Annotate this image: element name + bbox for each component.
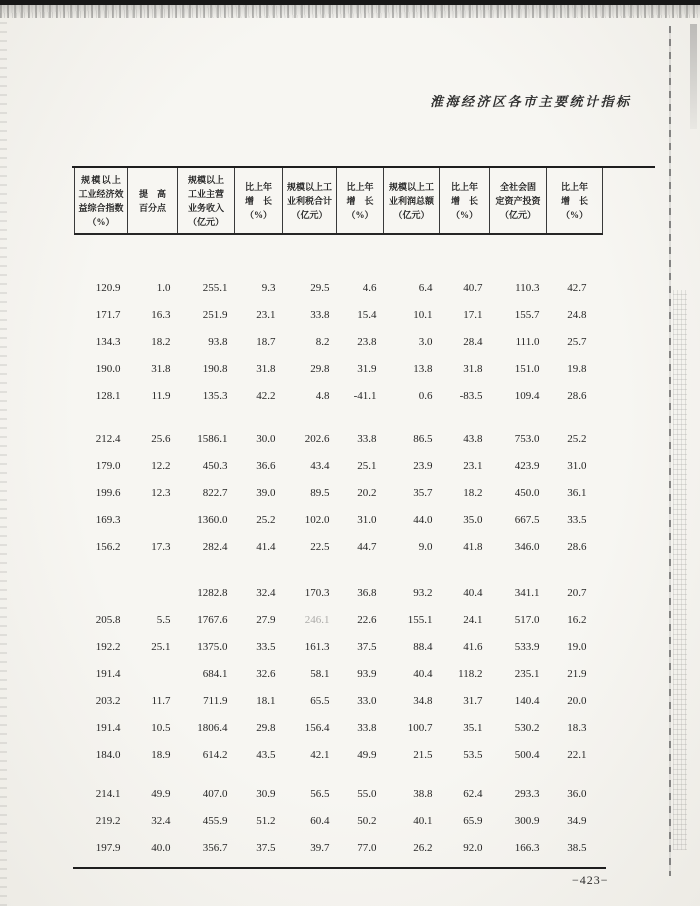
value-cell: 93.9 — [357, 667, 377, 680]
scan-noise-band-top — [0, 5, 700, 18]
value-cell: 31.8 — [463, 362, 483, 375]
value-cell: 35.1 — [463, 721, 483, 734]
value-cell: 450.3 — [202, 459, 228, 472]
value-cell: 27.9 — [256, 613, 276, 626]
value-cell: 190.8 — [202, 362, 228, 375]
value-cell: 161.3 — [304, 640, 330, 653]
value-cell: 407.0 — [202, 787, 228, 800]
value-cell: 39.7 — [310, 841, 330, 854]
value-cell: 300.9 — [514, 814, 540, 827]
value-cell: 17.3 — [151, 540, 171, 553]
value-cell: 55.0 — [357, 787, 377, 800]
value-cell: 246.1 — [304, 613, 330, 626]
value-cell: 191.4 — [95, 667, 121, 680]
empty-cell — [128, 506, 178, 533]
table-row — [75, 807, 603, 834]
value-cell: 25.1 — [151, 640, 171, 653]
value-cell: 32.4 — [151, 814, 171, 827]
value-cell: 16.2 — [567, 613, 587, 626]
value-cell: 37.5 — [256, 841, 276, 854]
value-cell: 9.0 — [418, 540, 433, 553]
value-cell: 16.3 — [151, 308, 171, 321]
value-cell: 36.8 — [357, 586, 377, 599]
scan-noise-right — [673, 290, 687, 850]
value-cell: 17.1 — [463, 308, 483, 321]
value-cell: 65.5 — [310, 694, 330, 707]
value-cell: 1806.4 — [197, 721, 228, 734]
value-cell: 15.4 — [357, 308, 377, 321]
value-cell: 21.5 — [413, 748, 433, 761]
value-cell: 23.8 — [357, 335, 377, 348]
value-cell: 42.7 — [567, 281, 587, 294]
value-cell: 156.4 — [304, 721, 330, 734]
value-cell: 41.4 — [256, 540, 276, 553]
value-cell: 60.4 — [310, 814, 330, 827]
value-cell: 44.0 — [413, 513, 433, 526]
value-cell: 62.4 — [463, 787, 483, 800]
scan-smudge-top-right — [690, 24, 697, 129]
value-cell: 110.3 — [515, 281, 540, 294]
value-cell: 19.0 — [567, 640, 587, 653]
value-cell: 1586.1 — [197, 432, 228, 445]
value-cell: 20.2 — [357, 486, 377, 499]
value-cell: 1375.0 — [197, 640, 228, 653]
value-cell: 18.2 — [151, 335, 171, 348]
value-cell: 455.9 — [202, 814, 228, 827]
value-cell: 28.6 — [567, 389, 587, 402]
value-cell: 111.0 — [515, 335, 540, 348]
value-cell: 86.5 — [413, 432, 433, 445]
value-cell: 65.9 — [463, 814, 483, 827]
table-row — [75, 741, 603, 768]
value-cell: 166.3 — [514, 841, 540, 854]
value-cell: 38.8 — [413, 787, 433, 800]
spacer-cell — [75, 560, 603, 579]
value-cell: 8.2 — [315, 335, 330, 348]
value-cell: 42.1 — [310, 748, 330, 761]
value-cell: 31.8 — [151, 362, 171, 375]
table-row — [75, 479, 603, 506]
value-cell: 128.1 — [95, 389, 121, 402]
value-cell: 40.0 — [151, 841, 171, 854]
value-cell: 20.7 — [567, 586, 587, 599]
table-row — [75, 355, 603, 382]
value-cell: 1.0 — [156, 281, 171, 294]
value-cell: 822.7 — [202, 486, 228, 499]
value-cell: 43.8 — [463, 432, 483, 445]
value-cell: 25.7 — [567, 335, 587, 348]
value-cell: 282.4 — [202, 540, 228, 553]
value-cell: 25.6 — [151, 432, 171, 445]
value-cell: 40.1 — [413, 814, 433, 827]
value-cell: 190.0 — [95, 362, 121, 375]
value-cell: 29.8 — [310, 362, 330, 375]
value-cell: 31.0 — [357, 513, 377, 526]
value-cell: 753.0 — [514, 432, 540, 445]
value-cell: 19.8 — [567, 362, 587, 375]
value-cell: 202.6 — [304, 432, 330, 445]
value-cell: 43.4 — [310, 459, 330, 472]
value-cell: 1360.0 — [197, 513, 228, 526]
value-cell: 100.7 — [407, 721, 433, 734]
value-cell: 10.5 — [151, 721, 171, 734]
table-row — [75, 714, 603, 741]
value-cell: 18.9 — [151, 748, 171, 761]
value-cell: 4.6 — [362, 281, 377, 294]
running-header-title: 淮海经济区各市主要统计指标 — [430, 94, 632, 109]
table-row — [75, 506, 603, 533]
value-cell: 135.3 — [202, 389, 228, 402]
page-fold-line — [669, 26, 671, 876]
value-cell: 205.8 — [95, 613, 121, 626]
table-row — [75, 533, 603, 560]
value-cell: 530.2 — [514, 721, 540, 734]
table-row — [75, 274, 603, 301]
spacer-cell — [75, 409, 603, 425]
value-cell: 33.8 — [357, 721, 377, 734]
value-cell: -83.5 — [459, 389, 483, 402]
empty-cell — [128, 660, 178, 687]
value-cell: 33.0 — [357, 694, 377, 707]
value-cell: 50.2 — [357, 814, 377, 827]
value-cell: 293.3 — [514, 787, 540, 800]
value-cell: 10.1 — [413, 308, 433, 321]
value-cell: 23.1 — [256, 308, 276, 321]
value-cell: 28.6 — [567, 540, 587, 553]
column-header-10: 比上年 增 长 （%） — [547, 168, 603, 234]
group-spacer — [75, 409, 603, 425]
value-cell: 197.9 — [95, 841, 121, 854]
value-cell: 53.5 — [463, 748, 483, 761]
value-cell: 23.9 — [413, 459, 433, 472]
value-cell: 3.0 — [418, 335, 433, 348]
value-cell: 500.4 — [514, 748, 540, 761]
group-spacer — [75, 560, 603, 579]
value-cell: 89.5 — [310, 486, 330, 499]
value-cell: 36.6 — [256, 459, 276, 472]
value-cell: 192.2 — [95, 640, 121, 653]
value-cell: 88.4 — [413, 640, 433, 653]
value-cell: 37.5 — [357, 640, 377, 653]
value-cell: 41.6 — [463, 640, 483, 653]
value-cell: 120.9 — [95, 281, 121, 294]
table-bottom-rule — [73, 867, 606, 869]
value-cell: 614.2 — [202, 748, 228, 761]
value-cell: 140.4 — [514, 694, 540, 707]
value-cell: 25.2 — [567, 432, 587, 445]
value-cell: 109.4 — [514, 389, 540, 402]
value-cell: 13.8 — [413, 362, 433, 375]
value-cell: 533.9 — [514, 640, 540, 653]
value-cell: 34.9 — [567, 814, 587, 827]
value-cell: 517.0 — [514, 613, 540, 626]
table-row — [75, 579, 603, 606]
value-cell: 667.5 — [514, 513, 540, 526]
value-cell: 77.0 — [357, 841, 377, 854]
table-row — [75, 834, 603, 861]
indicator-table — [74, 168, 603, 861]
empty-cell — [75, 579, 128, 606]
value-cell: 36.0 — [567, 787, 587, 800]
column-header-8: 比上年 增 长 （%） — [440, 168, 490, 234]
value-cell: 39.0 — [256, 486, 276, 499]
value-cell: 9.3 — [261, 281, 276, 294]
table-row — [75, 687, 603, 714]
value-cell: 155.7 — [514, 308, 540, 321]
value-cell: 1282.8 — [197, 586, 228, 599]
value-cell: 49.9 — [357, 748, 377, 761]
value-cell: 33.5 — [256, 640, 276, 653]
value-cell: 32.6 — [256, 667, 276, 680]
value-cell: 6.4 — [418, 281, 433, 294]
value-cell: 32.4 — [256, 586, 276, 599]
value-cell: 450.0 — [514, 486, 540, 499]
table-row — [75, 633, 603, 660]
value-cell: 212.4 — [95, 432, 121, 445]
value-cell: 22.1 — [567, 748, 587, 761]
value-cell: 20.0 — [567, 694, 587, 707]
value-cell: 134.3 — [95, 335, 121, 348]
value-cell: 711.9 — [203, 694, 228, 707]
value-cell: 40.7 — [463, 281, 483, 294]
value-cell: 191.4 — [95, 721, 121, 734]
column-header-3: 规模以上 工业主营 业务收入 （亿元） — [178, 168, 235, 234]
value-cell: 31.9 — [357, 362, 377, 375]
value-cell: 199.6 — [95, 486, 121, 499]
value-cell: 40.4 — [463, 586, 483, 599]
value-cell: 184.0 — [95, 748, 121, 761]
column-header-9: 全社会固 定资产投资 （亿元） — [490, 168, 547, 234]
value-cell: 36.1 — [567, 486, 587, 499]
value-cell: 102.0 — [304, 513, 330, 526]
value-cell: 43.5 — [256, 748, 276, 761]
value-cell: 155.1 — [407, 613, 433, 626]
value-cell: 25.2 — [256, 513, 276, 526]
value-cell: 151.0 — [514, 362, 540, 375]
value-cell: 93.8 — [208, 335, 228, 348]
value-cell: 12.3 — [151, 486, 171, 499]
value-cell: 18.1 — [256, 694, 276, 707]
value-cell: 30.9 — [256, 787, 276, 800]
value-cell: 255.1 — [202, 281, 228, 294]
table-row — [75, 382, 603, 409]
table-row — [75, 425, 603, 452]
column-header-5: 规模以上工 业利税合计 （亿元） — [283, 168, 337, 234]
table-row — [75, 780, 603, 807]
scan-noise-left — [0, 18, 7, 906]
value-cell: 49.9 — [151, 787, 171, 800]
value-cell: 219.2 — [95, 814, 121, 827]
value-cell: 156.2 — [95, 540, 121, 553]
value-cell: 35.7 — [413, 486, 433, 499]
column-header-6: 比上年 增 长 （%） — [337, 168, 384, 234]
value-cell: 25.1 — [357, 459, 377, 472]
value-cell: 34.8 — [413, 694, 433, 707]
empty-cell — [128, 579, 178, 606]
value-cell: 169.3 — [95, 513, 121, 526]
statistics-table — [74, 168, 603, 861]
value-cell: 203.2 — [95, 694, 121, 707]
value-cell: 171.7 — [95, 308, 121, 321]
value-cell: 28.4 — [463, 335, 483, 348]
value-cell: 21.9 — [567, 667, 587, 680]
table-row — [75, 606, 603, 633]
value-cell: 42.2 — [256, 389, 276, 402]
value-cell: 18.2 — [463, 486, 483, 499]
value-cell: 356.7 — [202, 841, 228, 854]
group-spacer — [75, 234, 603, 274]
table-row — [75, 301, 603, 328]
value-cell: 0.6 — [418, 389, 433, 402]
spacer-cell — [75, 234, 603, 274]
value-cell: 33.5 — [567, 513, 587, 526]
value-cell: 214.1 — [95, 787, 121, 800]
table-body — [75, 234, 603, 861]
table-header-row — [75, 168, 603, 234]
value-cell: 11.9 — [151, 389, 171, 402]
column-header-4: 比上年 增 长 （%） — [235, 168, 283, 234]
value-cell: 24.8 — [567, 308, 587, 321]
value-cell: 18.7 — [256, 335, 276, 348]
table-row — [75, 660, 603, 687]
value-cell: 31.8 — [256, 362, 276, 375]
value-cell: 24.1 — [463, 613, 483, 626]
value-cell: 33.8 — [357, 432, 377, 445]
value-cell: 251.9 — [202, 308, 228, 321]
value-cell: 22.5 — [310, 540, 330, 553]
value-cell: 684.1 — [202, 667, 228, 680]
value-cell: 31.7 — [463, 694, 483, 707]
value-cell: 33.8 — [310, 308, 330, 321]
value-cell: 29.8 — [256, 721, 276, 734]
spacer-cell — [75, 768, 603, 780]
value-cell: 4.8 — [315, 389, 330, 402]
value-cell: 40.4 — [413, 667, 433, 680]
table-row — [75, 452, 603, 479]
value-cell: 29.5 — [310, 281, 330, 294]
table-row — [75, 328, 603, 355]
page-number: −423− — [572, 873, 609, 887]
column-header-1: 规 模 以 上 工业经济效 益综合指数 （%） — [75, 168, 128, 234]
value-cell: 179.0 — [95, 459, 121, 472]
value-cell: 118.2 — [458, 667, 483, 680]
group-spacer — [75, 768, 603, 780]
value-cell: 341.1 — [514, 586, 540, 599]
value-cell: 44.7 — [357, 540, 377, 553]
column-header-7: 规模以上工 业利润总额 （亿元） — [384, 168, 440, 234]
value-cell: 56.5 — [310, 787, 330, 800]
value-cell: 31.0 — [567, 459, 587, 472]
value-cell: 5.5 — [156, 613, 171, 626]
value-cell: 51.2 — [256, 814, 276, 827]
value-cell: 11.7 — [151, 694, 171, 707]
column-header-2: 提 高 百分点 — [128, 168, 178, 234]
value-cell: 38.5 — [567, 841, 587, 854]
value-cell: 12.2 — [151, 459, 171, 472]
value-cell: 346.0 — [514, 540, 540, 553]
value-cell: 58.1 — [310, 667, 330, 680]
value-cell: 22.6 — [357, 613, 377, 626]
value-cell: 170.3 — [304, 586, 330, 599]
value-cell: 41.8 — [463, 540, 483, 553]
value-cell: 423.9 — [514, 459, 540, 472]
value-cell: 18.3 — [567, 721, 587, 734]
value-cell: -41.1 — [353, 389, 377, 402]
value-cell: 235.1 — [514, 667, 540, 680]
table-header — [75, 168, 603, 234]
value-cell: 1767.6 — [197, 613, 228, 626]
value-cell: 93.2 — [413, 586, 433, 599]
value-cell: 26.2 — [413, 841, 433, 854]
value-cell: 92.0 — [463, 841, 483, 854]
value-cell: 35.0 — [463, 513, 483, 526]
value-cell: 23.1 — [463, 459, 483, 472]
value-cell: 30.0 — [256, 432, 276, 445]
